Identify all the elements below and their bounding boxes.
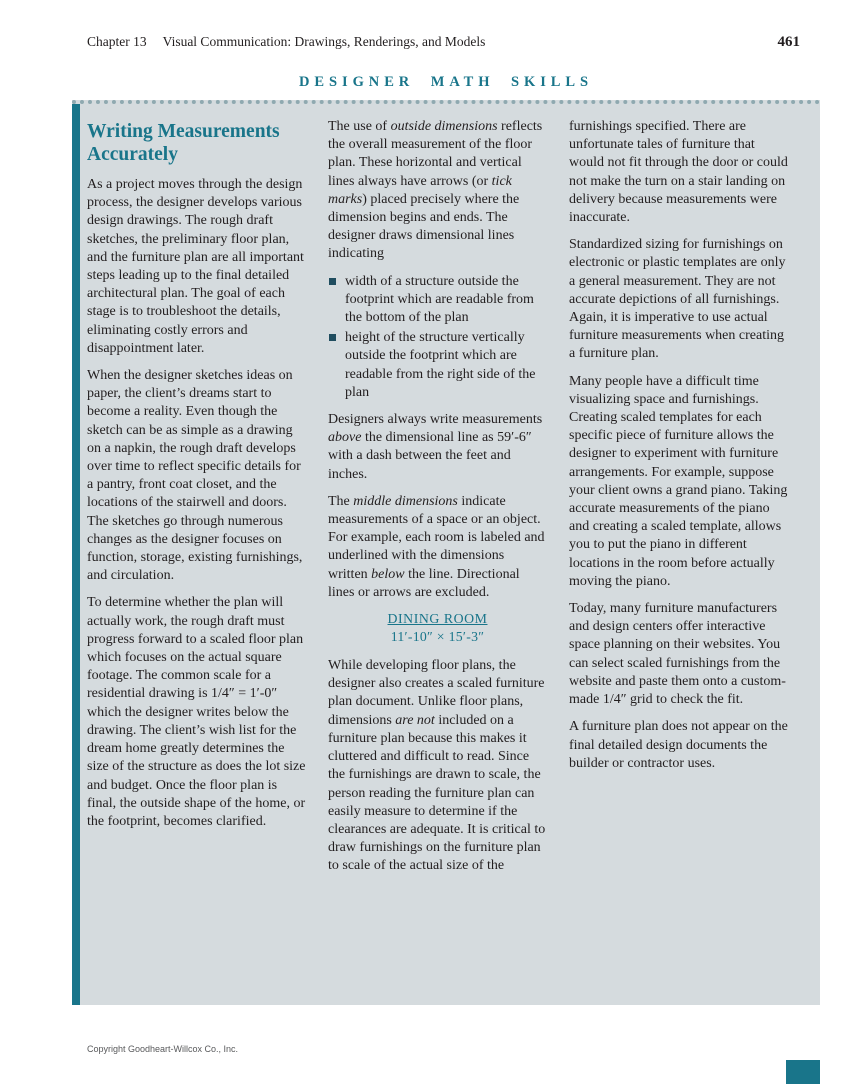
chapter-number: Chapter 13 [87,34,147,49]
corner-tab [786,1060,820,1084]
column-1 [87,118,306,885]
room-dimensions: 11′-10″ × 15′-3″ [390,629,485,645]
square-bullet-icon [329,278,336,285]
list-item-text: width of a structure outside the footprint which are readable from the bottom of the plan [345,273,534,326]
accent-bar [72,104,80,1005]
paragraph: A furniture plan does not appear on the final detailed design documents the builder or contractor uses. [569,719,788,771]
room-example [328,611,547,645]
chapter-title: Visual Communication: Drawings, Renderings, and Models [162,34,486,49]
column-2 [328,118,547,885]
square-bullet-icon [329,334,336,341]
paragraph: As a project moves through the design process, the designer develops various design drawings. The rough draft sketches, the preliminary floor plan, and the furniture plan are all important steps leading up to the final detailed architectural plan. The goal of each stage is to troubleshoot the details, eliminating costly errors and disappointment later. [87,177,304,356]
paragraph: While developing floor plans, the designer also creates a scaled furniture plan document. Unlike floor plans, dimensions are not included on a furniture plan because this makes it cluttered and difficult to read. Since the furnishings are drawn to scale, the person reading the furniture plan can easily measure to determine if the clearances are adequate. It is critical to draw furnishings on the furniture plan to scale of the actual size of the [328,658,546,874]
column-3 [569,118,788,885]
paragraph: Standardized sizing for furnishings on electronic or plastic templates are only a general measurement. They are not accurate depictions of all furnishings. Again, it is imperative to use actual furniture measurements when creating a furniture plan. [569,237,786,362]
paragraph: Today, many furniture manufacturers and design centers offer interactive space planning on their websites. You can select scaled furnishings from the website and paste them onto a custom-made 1/4″ grid to check the fit. [569,601,786,708]
dimension-line-list [328,273,547,402]
paragraph: The middle dimensions indicate measurements of a space or an object. For example, each room is labeled and underlined with the dimensions written below the line. Directional lines or arrows are excluded. [328,493,545,600]
copyright-notice: Copyright Goodheart-Willcox Co., Inc. [87,1044,239,1054]
page-header [87,34,800,51]
paragraph: Many people have a difficult time visualizing space and furnishings. Creating scaled templates for each specific piece of furniture allows the designer to experiment with furniture arrangements. For example, suppose your client owns a grand piano. Taking accurate measurements of the piano and creating a scaled template, allows you to put the piano in different locations in the room before actually moving the piano. [569,373,788,589]
paragraph: When the designer sketches ideas on paper, the client’s dreams start to become a reality. Even though the sketch can be as simple as a drawing on a napkin, the rough draft develops over time to reflect specific details for a pantry, front coat closet, and the locations of the stairwell and doors. The sketches go through numerous changes as the designer focuses on function, storage, existing furnishings, and circulation. [87,368,303,584]
feature-heading: Writing Measurements Accurately [87,121,280,165]
list-item-text: height of the structure vertically outside the footprint which are readable from the right side of the plan [345,330,536,400]
paragraph: The use of outside dimensions reflects the overall measurement of the floor plan. These horizontal and vertical lines always have arrows (or tick marks) placed precisely where the dimension begins and ends. The designer draws dimensional lines indicating [328,119,543,262]
room-name: DINING ROOM [387,611,488,627]
list-item [328,329,547,402]
feature-kicker: DESIGNER MATH SKILLS [299,74,593,90]
running-head-text [87,34,485,50]
paragraph: furnishings specified. There are unfortunate tales of furniture that would not fit through the door or could not make the turn on a stair landing on delivery because measurements were inaccurate. [569,119,788,226]
feature-box [72,100,820,1005]
page-number: 461 [777,34,800,50]
paragraph: To determine whether the plan will actually work, the rough draft must progress forward to a scaled floor plan which focuses on the actual square footage. The common scale for a residential drawing is 1/4″ = 1′-0″ which the designer writes below the drawing. The client’s wish list for the dream home greatly determines the size of the structure as does the lot size and budget. Once the floor plan is final, the outside shape of the home, or the footprint, becomes clarified. [87,595,306,829]
feature-columns [72,104,820,907]
paragraph: Designers always write measurements above the dimensional line as 59′-6″ with a dash between the feet and inches. [328,412,543,482]
list-item [328,273,547,328]
